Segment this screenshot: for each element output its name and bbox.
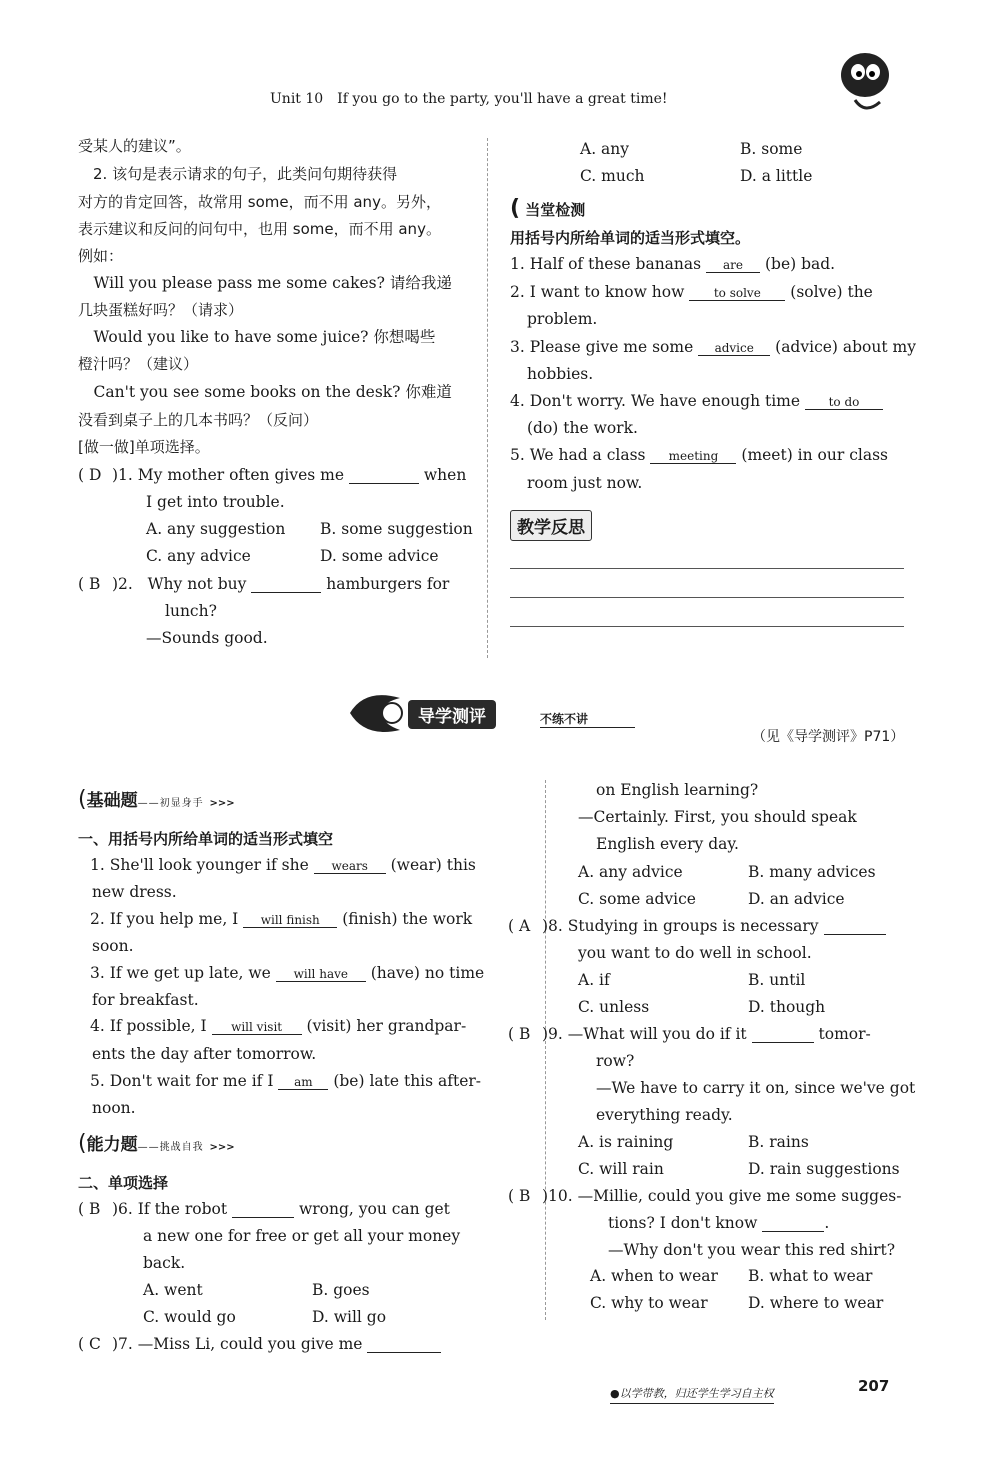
answer-blank[interactable]: wears xyxy=(314,859,386,874)
banner-subtitle: 不练不讲 xyxy=(540,710,635,728)
option-d: D. though xyxy=(748,998,826,1016)
option-c: C. any advice xyxy=(146,547,251,565)
answer-blank[interactable]: to do xyxy=(805,395,883,410)
column-divider xyxy=(487,138,488,658)
option-d: D. some advice xyxy=(320,547,439,565)
option-a: A. when to wear xyxy=(590,1267,718,1285)
writing-line[interactable] xyxy=(510,597,904,598)
answer-blank[interactable] xyxy=(824,920,886,935)
answer-letter: B xyxy=(518,1187,531,1205)
column-divider xyxy=(545,780,546,1320)
reflection-box: 教学反思 xyxy=(510,510,592,541)
section-title: 一、用括号内所给单词的适当形式填空 xyxy=(78,830,334,848)
option-c: C. some advice xyxy=(578,890,696,908)
option-b: B. what to wear xyxy=(748,1267,873,1285)
option-b: B. rains xyxy=(748,1133,809,1151)
answer-blank[interactable]: meeting xyxy=(650,449,736,464)
section-title: 二、单项选择 xyxy=(78,1174,169,1192)
note-line: 几块蛋糕好吗？（请求） xyxy=(78,301,244,319)
answer-letter: B xyxy=(518,1025,531,1043)
answer-letter: A xyxy=(518,917,531,935)
answer-blank[interactable] xyxy=(349,469,419,484)
answer-letter: B xyxy=(88,575,101,593)
answer-blank[interactable] xyxy=(232,1203,294,1218)
note-line: Will you please pass me some cakes? 请给我递 xyxy=(78,274,452,292)
option-d: D. rain suggestions xyxy=(748,1160,900,1178)
section-heading: ( 当堂检测 xyxy=(510,196,586,221)
option-a: A. is raining xyxy=(578,1133,674,1151)
option-c: C. would go xyxy=(143,1308,236,1326)
note-line: 受某人的建议”。 xyxy=(78,137,191,155)
option-a: A. any advice xyxy=(578,863,683,881)
note-line: 例如： xyxy=(78,247,124,265)
question-7: ( C )7. —Miss Li, could you give me xyxy=(78,1334,441,1354)
answer-letter: C xyxy=(88,1335,101,1353)
option-b: B. many advices xyxy=(748,863,876,881)
section-heading-ability: (能力题——挑战自我 >>> xyxy=(78,1131,235,1156)
answer-letter: D xyxy=(88,466,102,484)
option-b: B. until xyxy=(748,971,806,989)
option-b: B. some suggestion xyxy=(320,520,473,538)
option-b: B. goes xyxy=(312,1281,370,1299)
note-line: 表示建议和反问的问句中，也用 some，而不用 any。 xyxy=(78,220,441,238)
answer-letter: B xyxy=(88,1200,101,1218)
answer-blank[interactable] xyxy=(367,1338,441,1353)
note-line: 没看到桌子上的几本书吗？（反问） xyxy=(78,411,319,429)
note-line: [做一做]单项选择。 xyxy=(78,438,210,456)
option-d: D. will go xyxy=(312,1308,387,1326)
section-banner xyxy=(340,688,640,738)
answer-blank[interactable]: will visit xyxy=(212,1020,302,1035)
note-line: 对方的肯定回答，故常用 some，而不用 any。另外， xyxy=(78,193,441,211)
writing-line[interactable] xyxy=(510,568,904,569)
option-d: D. an advice xyxy=(748,890,845,908)
instruction: 用括号内所给单词的适当形式填空。 xyxy=(510,229,751,247)
option-c: C. will rain xyxy=(578,1160,664,1178)
note-line: 橙汁吗？（建议） xyxy=(78,355,199,373)
option-c: C. unless xyxy=(578,998,650,1016)
answer-blank[interactable]: am xyxy=(278,1075,328,1090)
answer-blank[interactable] xyxy=(251,578,321,593)
footer-slogan: ●以学带教，归还学生学习自主权 xyxy=(610,1385,774,1404)
writing-line[interactable] xyxy=(510,626,904,627)
page-number: 207 xyxy=(858,1377,890,1395)
note-line: Would you like to have some juice? 你想喝些 xyxy=(78,328,436,346)
mascot-icon xyxy=(830,40,900,120)
reference-note: （见《导学测评》P71） xyxy=(752,729,905,745)
answer-blank[interactable]: to solve xyxy=(689,286,785,301)
note-line: 2. 该句是表示请求的句子，此类问句期待获得 xyxy=(78,165,398,183)
answer-blank[interactable]: are xyxy=(706,258,760,273)
answer-blank[interactable] xyxy=(752,1028,814,1043)
option-a: A. went xyxy=(143,1281,203,1299)
bullet-icon: ● xyxy=(610,1387,620,1400)
option-a: A. any suggestion xyxy=(146,520,286,538)
answer-blank[interactable]: will have xyxy=(276,967,366,982)
option-a: A. if xyxy=(578,971,610,989)
answer-blank[interactable]: advice xyxy=(698,341,770,356)
running-header: Unit 10 If you go to the party, you'll have a great time! xyxy=(270,91,668,107)
answer-blank[interactable] xyxy=(762,1217,824,1232)
note-line: Can't you see some books on the desk? 你难道 xyxy=(78,383,452,401)
section-heading-basic: (基础题——初显身手 >>> xyxy=(78,787,235,812)
option-c: C. why to wear xyxy=(590,1294,708,1312)
option-d: D. where to wear xyxy=(748,1294,884,1312)
banner-title: 导学测评 xyxy=(408,700,496,729)
answer-blank[interactable]: will finish xyxy=(243,913,337,928)
